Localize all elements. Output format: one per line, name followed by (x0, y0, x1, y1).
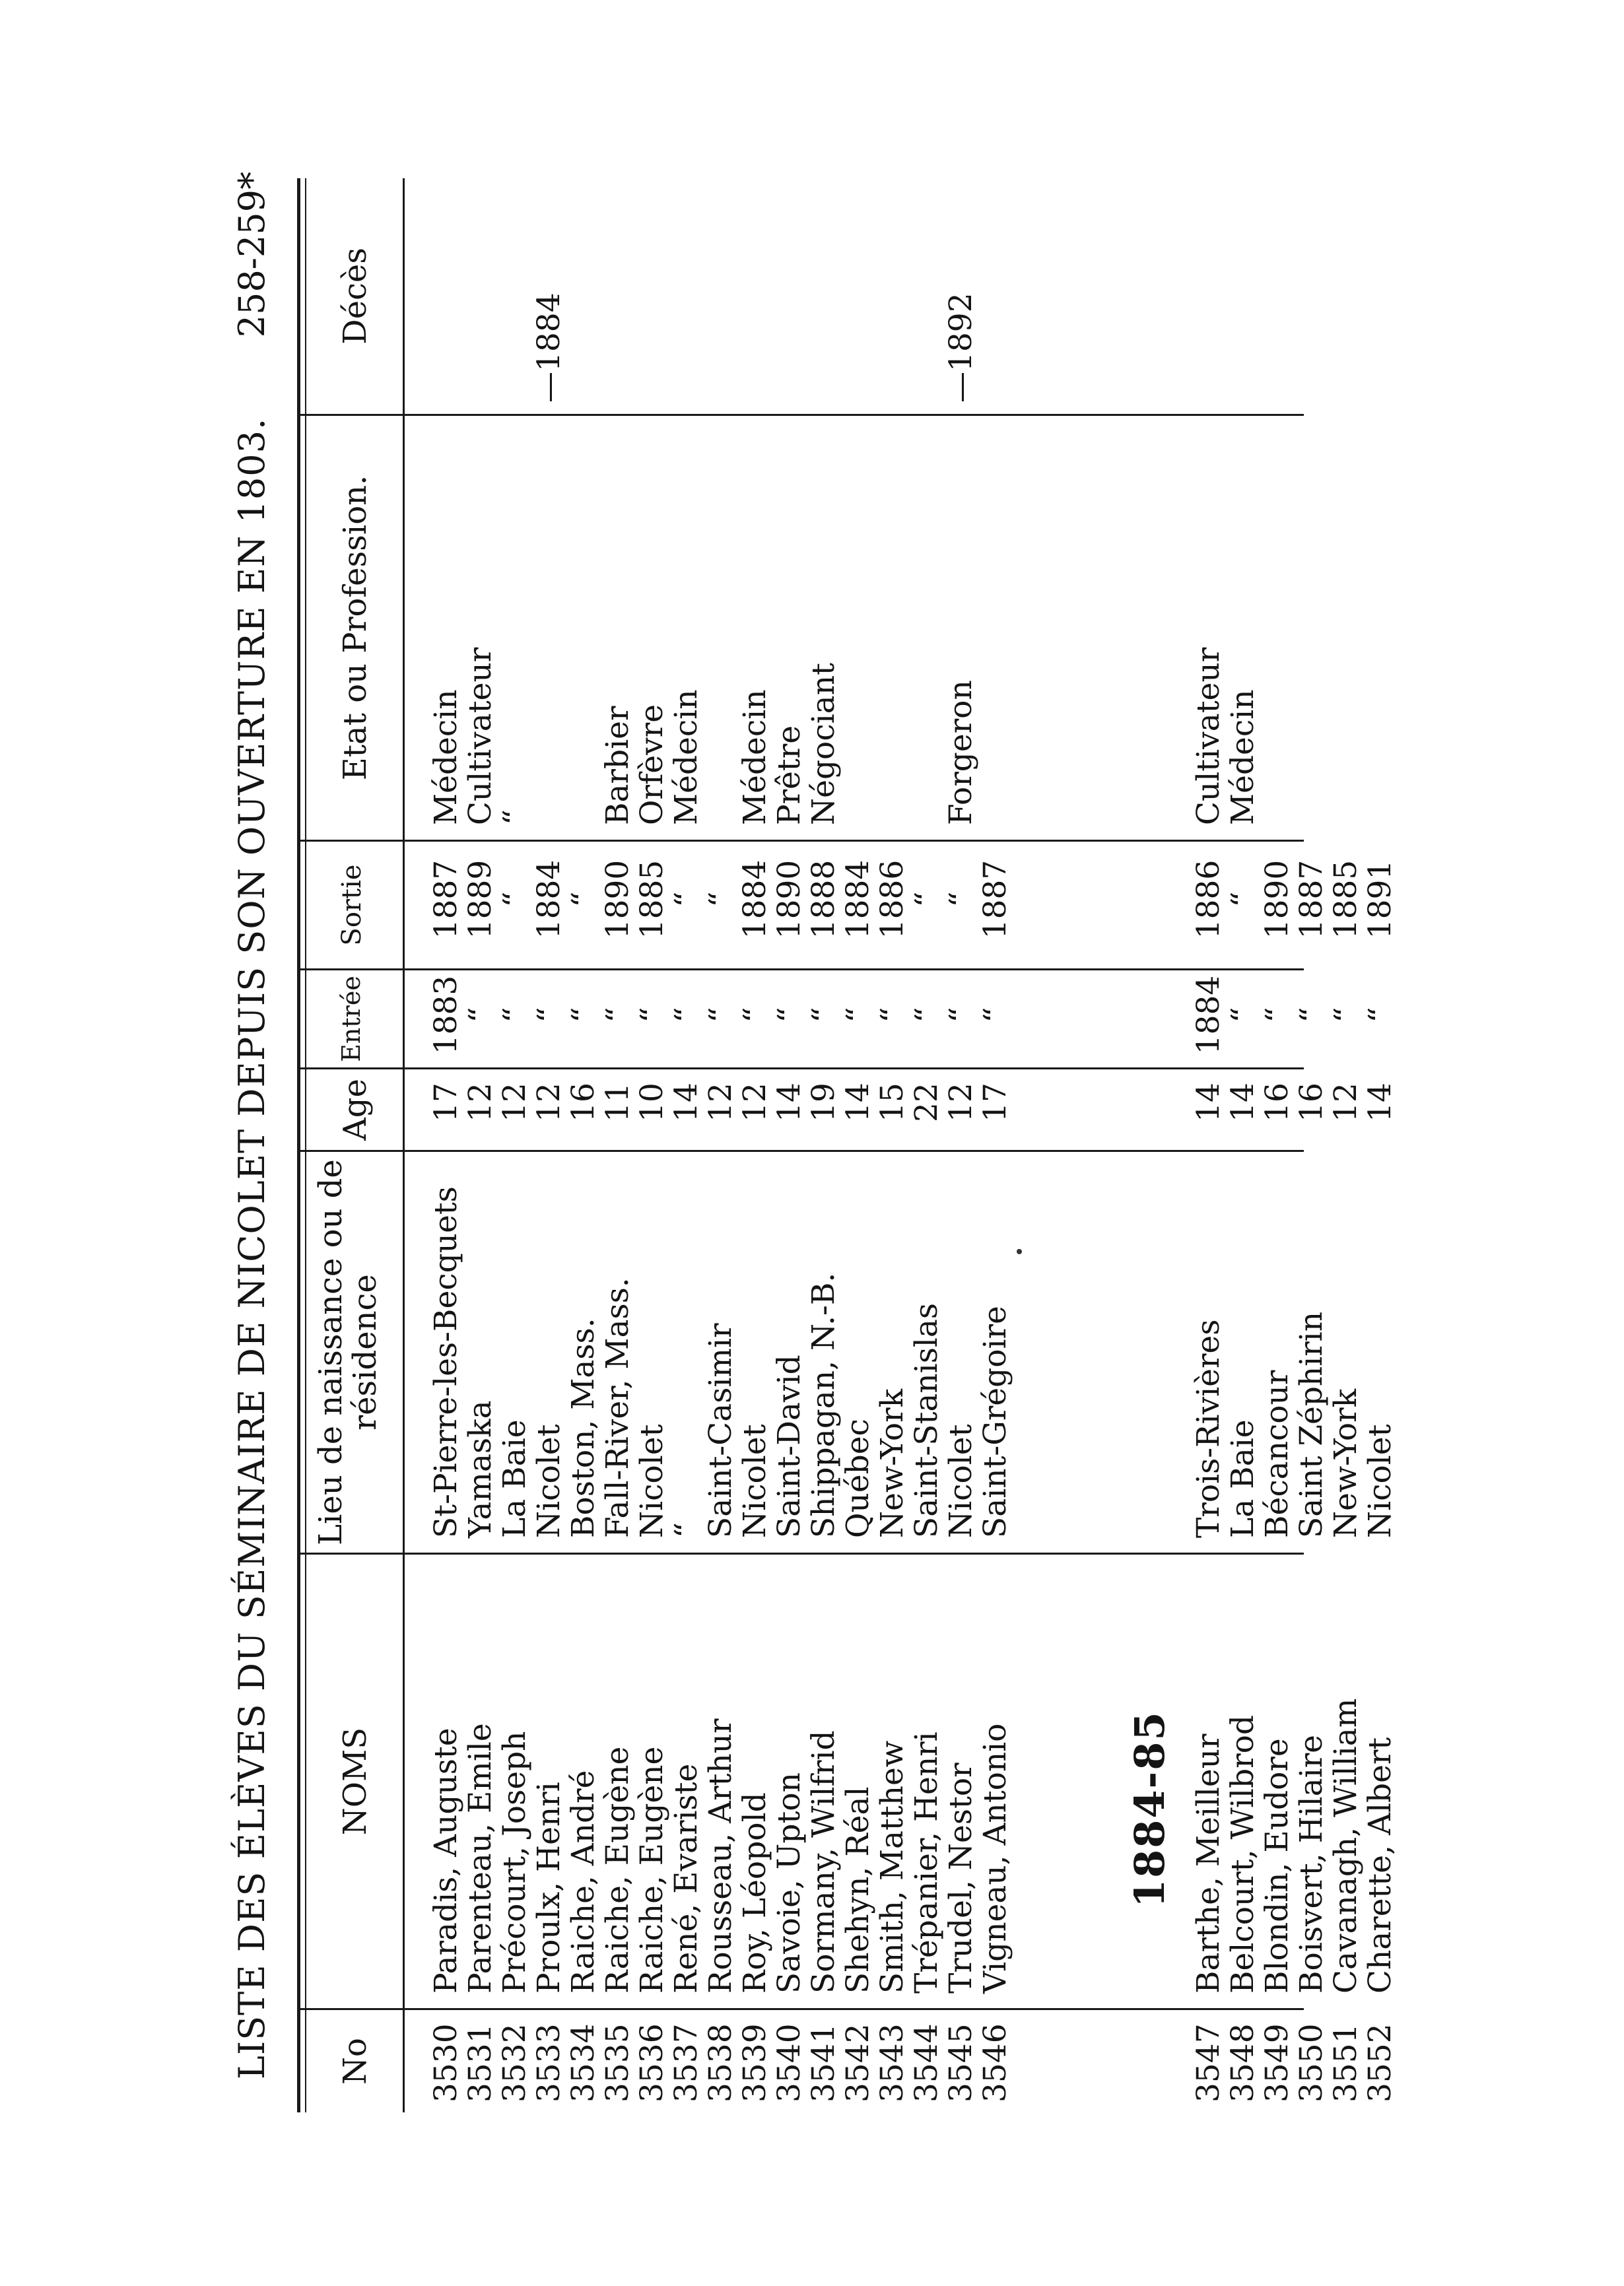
cell-age: 16 (1293, 1083, 1330, 1122)
cell-age: 12 (737, 1083, 773, 1122)
rotated-page (205, 132, 1472, 2152)
cell-sortie: “ (668, 891, 704, 908)
cell-sortie: 1888 (805, 859, 842, 939)
cell-age: 12 (531, 1083, 567, 1122)
cell-etat: Médecin (668, 689, 704, 825)
cell-nom: Charette, Albert (1362, 1737, 1398, 1994)
cell-sortie: “ (943, 891, 979, 908)
cell-no: 3542 (840, 2023, 876, 2102)
col-sep-sortie (300, 840, 1304, 842)
cell-lieu: La Baie (496, 1419, 533, 1538)
cell-nom: Vigneau, Antonio (977, 1723, 1013, 1994)
cell-sortie: 1887 (977, 859, 1013, 939)
cell-nom: Cavanagh, William (1328, 1698, 1364, 1994)
cell-etat: Cultivateur (1190, 647, 1227, 825)
cell-nom: Parenteau, Emile (462, 1723, 498, 1994)
cell-age: 17 (428, 1083, 464, 1122)
cell-lieu: Nicolet (634, 1424, 670, 1538)
cell-etat: Médecin (737, 689, 773, 825)
cell-age: 16 (1259, 1083, 1295, 1122)
cell-nom: Raiche, André (565, 1770, 601, 1994)
cell-etat: Prêtre (771, 725, 807, 825)
cell-no: 3530 (428, 2023, 464, 2102)
cell-nom: Précourt, Joseph (496, 1731, 533, 1994)
cell-no: 3539 (737, 2023, 773, 2102)
cell-sortie: 1884 (737, 859, 773, 939)
cell-no: 3532 (496, 2023, 533, 2102)
cell-entree: “ (943, 1007, 979, 1023)
cell-entree: “ (908, 1007, 945, 1023)
cell-nom: Roy, Léopold (737, 1792, 773, 1994)
cell-no: 3535 (599, 2023, 636, 2102)
cell-nom: Smith, Matthew (874, 1740, 910, 1994)
cell-lieu: Nicolet (943, 1424, 979, 1538)
cell-lieu: Bécancour (1259, 1370, 1295, 1538)
cell-no: 3550 (1293, 2023, 1330, 2102)
cell-sortie: “ (496, 891, 533, 908)
cell-lieu: Québec (840, 1419, 876, 1538)
cell-nom: René, Evariste (668, 1763, 704, 1994)
cell-nom: Trudel, Nestor (943, 1763, 979, 1994)
cell-etat: Barbier (599, 706, 636, 825)
cell-entree: “ (805, 1007, 842, 1023)
cell-no: 3537 (668, 2023, 704, 2102)
cell-nom: Blondin, Eudore (1259, 1738, 1295, 1994)
cell-etat: Médecin (1225, 689, 1261, 825)
cell-nom: Raiche, Eugène (634, 1746, 670, 1994)
cell-entree: 1883 (428, 975, 464, 1055)
cell-age: 12 (1328, 1083, 1364, 1122)
cell-sortie: 1890 (771, 859, 807, 939)
cell-nom: Boisvert, Hilaire (1293, 1735, 1330, 1994)
cell-age: 15 (874, 1083, 910, 1122)
cell-lieu: Trois-Rivières (1190, 1319, 1227, 1538)
cell-no: 3549 (1259, 2023, 1295, 2102)
cell-age: 16 (565, 1083, 601, 1122)
cell-age: 14 (771, 1083, 807, 1122)
cell-lieu: Saint Zéphirin (1293, 1312, 1330, 1538)
cell-lieu: Nicolet (1362, 1424, 1398, 1538)
cell-entree: “ (771, 1007, 807, 1023)
cell-lieu: Nicolet (531, 1424, 567, 1538)
cell-lieu: Shippagan, N.-B. (805, 1272, 842, 1538)
cell-entree: “ (565, 1007, 601, 1023)
cell-age: 22 (908, 1083, 945, 1122)
cell-no: 3533 (531, 2023, 567, 2102)
cell-sortie: “ (908, 891, 945, 908)
col-header-sortie: Sortie (337, 864, 367, 946)
cell-lieu: Yamaska (462, 1400, 498, 1538)
cell-entree: “ (874, 1007, 910, 1023)
cell-lieu: Saint-Casimir (702, 1323, 739, 1538)
cell-etat: Orfèvre (634, 704, 670, 825)
cell-sortie: 1890 (599, 859, 636, 939)
cell-entree: “ (634, 1007, 670, 1023)
cell-nom: Proulx, Henri (531, 1782, 567, 1994)
cell-deces: —1892 (943, 292, 979, 403)
col-sep-lieu (300, 1150, 1304, 1152)
cell-lieu: La Baie (1225, 1419, 1261, 1538)
cell-sortie: 1886 (1190, 859, 1227, 939)
cell-no: 3534 (565, 2023, 601, 2102)
col-sep-age (300, 1067, 1304, 1069)
cell-age: 17 (977, 1083, 1013, 1122)
col-header-lieu: Lieu de naissance ou de résidence (312, 1159, 384, 1545)
cell-lieu: St-Pierre-les-Becquets (428, 1186, 464, 1538)
cell-nom: Barthe, Meilleur (1190, 1733, 1227, 1994)
cell-nom: Sormany, Wilfrid (805, 1730, 842, 1994)
cell-nom: Shehyn, Réal (840, 1786, 876, 1994)
cell-sortie: 1887 (1293, 859, 1330, 939)
cell-entree: “ (977, 1007, 1013, 1023)
cell-entree: “ (840, 1007, 876, 1023)
cell-age: 12 (702, 1083, 739, 1122)
cell-sortie: 1891 (1362, 859, 1398, 939)
cell-sortie: 1885 (1328, 859, 1364, 939)
cell-age: 10 (634, 1083, 670, 1122)
col-header-entree: Entrée (337, 976, 366, 1062)
cell-no: 3531 (462, 2023, 498, 2102)
col-sep-etat (300, 414, 1304, 416)
cell-age: 14 (1225, 1083, 1261, 1122)
cell-entree: 1884 (1190, 975, 1227, 1055)
cell-sortie: 1886 (874, 859, 910, 939)
cell-entree: “ (496, 1007, 533, 1023)
cell-no: 3546 (977, 2023, 1013, 2102)
cell-entree: “ (737, 1007, 773, 1023)
cell-etat: Cultivateur (462, 647, 498, 825)
table-top-rule (297, 178, 300, 2112)
col-header-no: No (337, 2038, 374, 2085)
cell-sortie: “ (702, 891, 739, 908)
cell-no: 3552 (1362, 2023, 1398, 2102)
cell-age: 19 (805, 1083, 842, 1122)
cell-entree: “ (1259, 1007, 1295, 1023)
cell-age: 14 (1362, 1083, 1398, 1122)
cell-no: 3540 (771, 2023, 807, 2102)
cell-deces: —1884 (531, 292, 567, 403)
col-sep-entree (300, 968, 1304, 970)
col-header-age: Age (337, 1079, 374, 1141)
cell-nom: Trépanier, Henri (908, 1731, 945, 1994)
cell-sortie: 1884 (531, 859, 567, 939)
cell-sortie: 1887 (428, 859, 464, 939)
cell-entree: “ (702, 1007, 739, 1023)
cell-lieu: Boston, Mass. (565, 1318, 601, 1538)
table-top-rule-thin (305, 178, 306, 2112)
page-title: LISTE DES ÉLÈVES DU SÉMINAIRE DE NICOLET DEPUIS SON OUVERTURE EN 1803. (231, 417, 273, 2079)
col-sep-noms (300, 1553, 1304, 1555)
cell-no: 3551 (1328, 2023, 1364, 2102)
cell-no: 3543 (874, 2023, 910, 2102)
col-header-noms: NOMS (337, 1727, 374, 1836)
col-sep-no (300, 2008, 1304, 2010)
cell-entree: “ (1362, 1007, 1398, 1023)
cell-no: 3548 (1225, 2023, 1261, 2102)
cell-lieu: New-York (1328, 1388, 1364, 1538)
cell-etat: “ (496, 809, 533, 825)
cell-etat: Médecin (428, 689, 464, 825)
cell-entree: “ (599, 1007, 636, 1023)
cell-age: 14 (840, 1083, 876, 1122)
cell-no: 3547 (1190, 2023, 1227, 2102)
cell-age: 12 (462, 1083, 498, 1122)
col-header-etat: Etat ou Profession. (337, 475, 374, 781)
cell-entree: “ (668, 1007, 704, 1023)
cell-nom: Belcourt, Wilbrod (1225, 1715, 1261, 1994)
cell-entree: “ (1225, 1007, 1261, 1023)
cell-lieu: “ (668, 1522, 704, 1538)
cell-age: 14 (1190, 1083, 1227, 1122)
cell-entree: “ (531, 1007, 567, 1023)
page-number: 258-259* (231, 172, 273, 338)
cell-no: 3536 (634, 2023, 670, 2102)
cell-lieu: Saint-Grégoire (977, 1306, 1013, 1538)
cell-sortie: 1890 (1259, 859, 1295, 939)
cell-etat: Négociant (805, 663, 842, 825)
cell-no: 3538 (702, 2023, 739, 2102)
cell-sortie: 1885 (634, 859, 670, 939)
section-year-heading: 1884-85 (1126, 1710, 1174, 1908)
cell-lieu: Saint-Stanislas (908, 1303, 945, 1538)
cell-age: 12 (496, 1083, 533, 1122)
print-speck (1017, 1249, 1022, 1254)
cell-lieu: Nicolet (737, 1424, 773, 1538)
cell-entree: “ (1293, 1007, 1330, 1023)
cell-age: 11 (599, 1083, 636, 1122)
cell-lieu: Fall-River, Mass. (599, 1277, 636, 1538)
col-header-deces: Décès (337, 248, 374, 345)
cell-nom: Rousseau, Arthur (702, 1718, 739, 1994)
cell-sortie: “ (565, 891, 601, 908)
cell-no: 3541 (805, 2023, 842, 2102)
cell-no: 3544 (908, 2023, 945, 2102)
cell-lieu: New-York (874, 1388, 910, 1538)
cell-sortie: “ (1225, 891, 1261, 908)
cell-age: 14 (668, 1083, 704, 1122)
cell-no: 3545 (943, 2023, 979, 2102)
cell-sortie: 1884 (840, 859, 876, 939)
cell-etat: Forgeron (943, 680, 979, 825)
cell-lieu: Saint-David (771, 1355, 807, 1538)
cell-nom: Raiche, Eugène (599, 1746, 636, 1994)
header-separator (403, 178, 405, 2112)
cell-sortie: 1889 (462, 859, 498, 939)
cell-nom: Paradis, Auguste (428, 1728, 464, 1994)
cell-entree: “ (462, 1007, 498, 1023)
cell-nom: Savoie, Upton (771, 1772, 807, 1994)
cell-entree: “ (1328, 1007, 1364, 1023)
cell-age: 12 (943, 1083, 979, 1122)
